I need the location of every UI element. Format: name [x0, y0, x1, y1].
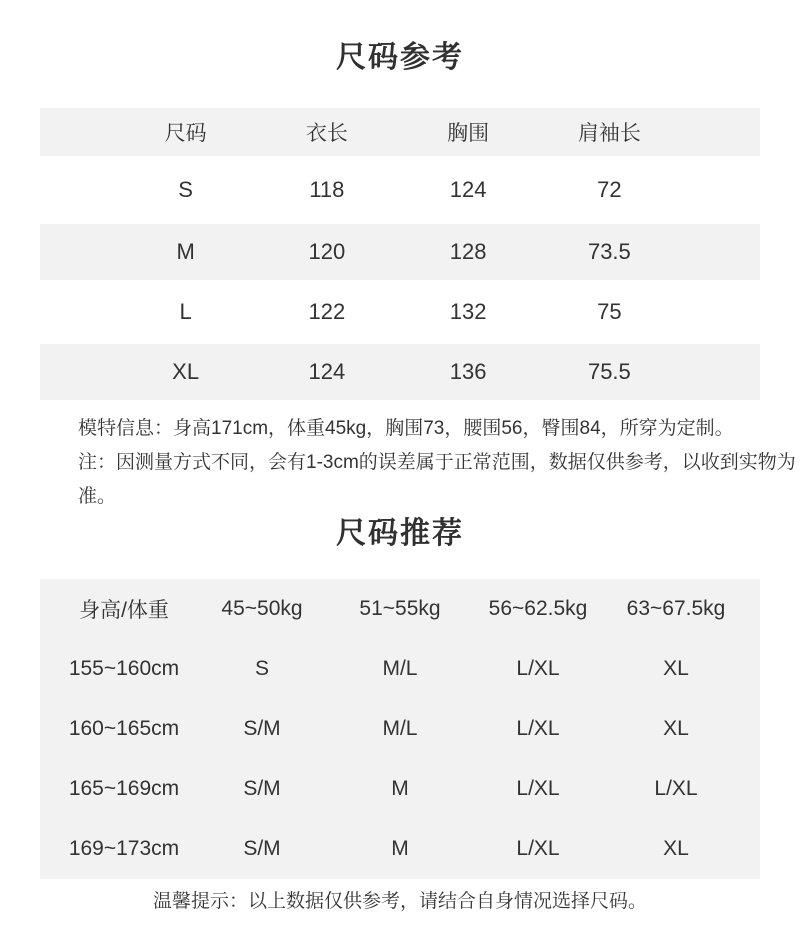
table-row	[40, 280, 760, 344]
table-cell-value: 118	[309, 177, 345, 202]
table-cell-value: 136	[449, 359, 487, 384]
table-cell-value: 72	[597, 177, 622, 202]
header-cell-length: 衣长	[305, 122, 348, 145]
table-cell-size-rec: L/XL	[516, 717, 560, 740]
size-reference-title: 尺码参考	[336, 41, 464, 74]
table-cell-size-rec: S/M	[243, 717, 281, 740]
table-cell-size-rec: S	[254, 657, 269, 680]
table-cell-size: L	[179, 299, 192, 324]
size-reference-notes	[78, 412, 800, 514]
table-cell-size-rec: M/L	[382, 657, 418, 680]
table-cell-value: 132	[449, 299, 487, 324]
table-row	[40, 344, 760, 400]
table-cell-size-rec: L/XL	[516, 657, 560, 680]
header-cell-weight-range: 56~62.5kg	[488, 597, 588, 620]
table-cell-height-range: 155~160cm	[68, 657, 180, 680]
header-cell-size: 尺码	[164, 122, 207, 145]
table-cell-size-rec: S/M	[243, 837, 281, 860]
table-cell-size-rec: XL	[663, 657, 689, 680]
header-cell-height-weight: 身高/体重	[79, 599, 169, 622]
table-cell-value: 73.5	[587, 239, 631, 264]
table-row	[40, 699, 760, 759]
header-cell-weight-range: 63~67.5kg	[626, 597, 726, 620]
table-cell-value: 75.5	[587, 359, 631, 384]
table-row	[40, 156, 760, 224]
table-cell-size-rec: L/XL	[516, 837, 560, 860]
model-info-note: 模特信息：身高171cm，体重45kg，胸围73，腰围56，臀围84，所穿为定制。	[78, 418, 734, 439]
table-row	[40, 224, 760, 280]
table-cell-value: 128	[449, 239, 487, 264]
footer-note: 温馨提示：以上数据仅供参考，请结合自身情况选择尺码。	[152, 891, 647, 912]
table-cell-height-range: 160~165cm	[68, 717, 180, 740]
table-row	[40, 639, 760, 699]
table-cell-height-range: 165~169cm	[68, 777, 180, 800]
header-cell-shoulder-sleeve: 肩袖长	[577, 122, 641, 145]
table-cell-size-rec: M/L	[382, 717, 418, 740]
header-cell-bust: 胸围	[447, 122, 490, 145]
table-cell-height-range: 169~173cm	[68, 837, 180, 860]
table-cell-size-rec: M	[391, 777, 409, 800]
header-cell-weight-range: 45~50kg	[221, 597, 303, 620]
table-cell-size-rec: L/XL	[516, 777, 560, 800]
table-cell-value: 75	[597, 299, 622, 324]
size-reference-table	[40, 108, 760, 400]
size-recommendation-header-row	[40, 579, 760, 639]
table-cell-size: M	[176, 239, 195, 264]
size-reference-header-row	[40, 108, 760, 156]
measurement-tolerance-note: 注：因测量方式不同，会有1-3cm的误差属于正常范围，数据仅供参考，以收到实物为准。	[78, 452, 796, 507]
table-cell-value: 124	[449, 177, 487, 202]
table-cell-size-rec: M	[391, 837, 409, 860]
size-recommendation-title: 尺码推荐	[336, 517, 464, 550]
table-cell-size-rec: XL	[663, 837, 689, 860]
table-cell-size-rec: L/XL	[654, 777, 698, 800]
size-recommendation-table	[40, 579, 760, 879]
table-cell-size-rec: S/M	[243, 777, 281, 800]
table-cell-value: 122	[308, 299, 346, 324]
table-row	[40, 759, 760, 819]
table-cell-size: XL	[172, 359, 200, 384]
header-cell-weight-range: 51~55kg	[359, 597, 441, 620]
table-cell-size: S	[178, 177, 193, 202]
table-cell-size-rec: XL	[663, 717, 689, 740]
table-cell-value: 124	[308, 359, 346, 384]
table-row	[40, 819, 760, 879]
table-cell-value: 120	[308, 239, 346, 264]
